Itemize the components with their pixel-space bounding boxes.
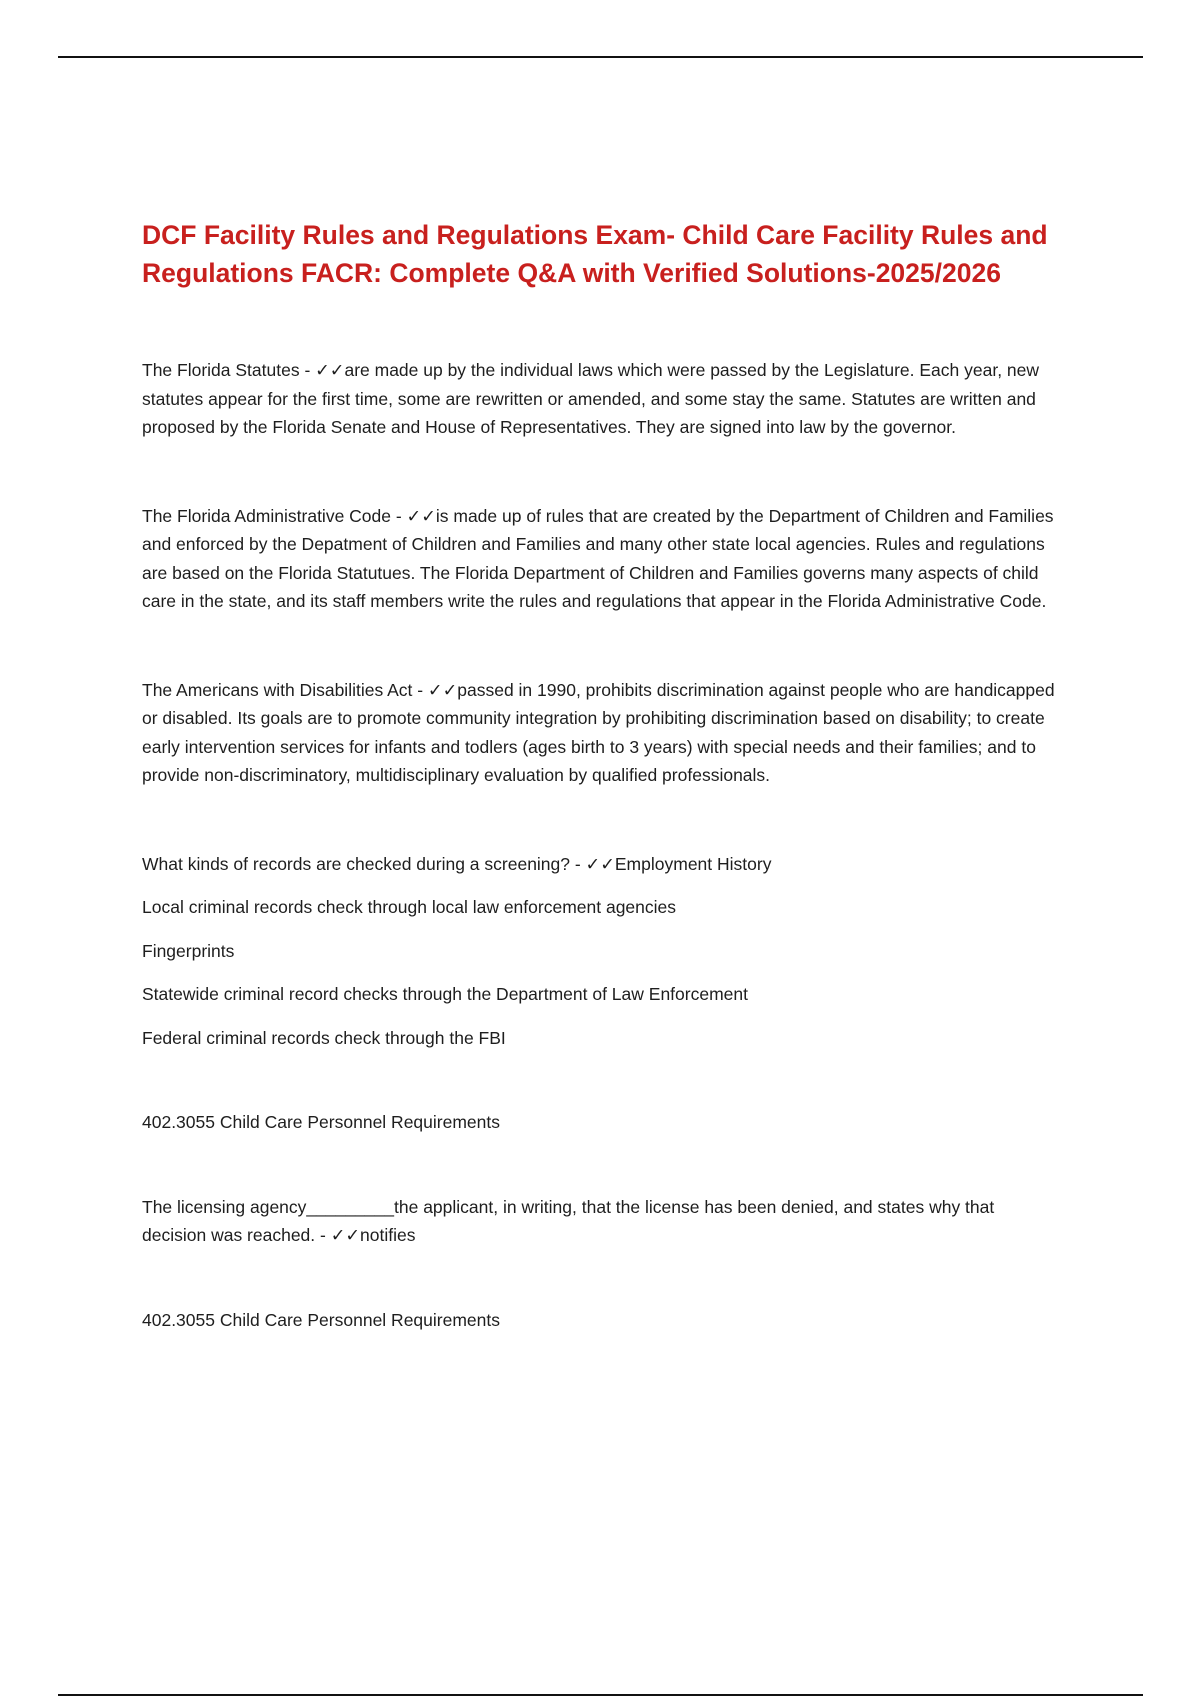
screening-item: Local criminal records check through local law enforcement agencies [142, 897, 677, 917]
document-body [142, 216, 1062, 1334]
bottom-rule [58, 1694, 1143, 1696]
reference-statute-1: 402.3055 Child Care Personnel Requirements [142, 1112, 500, 1132]
screening-item: Statewide criminal record checks through the Department of Law Enforcement [142, 984, 748, 1004]
top-rule [58, 56, 1143, 58]
licensing-question: The licensing agency_________the applicant, in writing, that the license has been denied, and states why that decision was reached. - ✓✓notifies [142, 1196, 995, 1245]
screening-item: Fingerprints [142, 940, 235, 961]
screening-question: What kinds of records are checked during a screening? - ✓✓Employment History [142, 853, 772, 874]
screening-item: Federal criminal records check through the FBI [142, 1027, 506, 1048]
entry-americans-with-disabilities-act: The Americans with Disabilities Act - ✓✓passed in 1990, prohibits discrimination against people who are handicapped or disabled. Its goals are to promote community integration by prohibiting discrimination based on disability; to create early intervention services for infants and todlers (ages birth to 3 years) with special needs and their families; and to provide non-discriminatory, multidisciplinary evaluation by qualified professionals. [142, 679, 1055, 785]
entry-florida-administrative-code: The Florida Administrative Code - ✓✓is made up of rules that are created by the Department of Children and Families and enforced by the Depatment of Children and Families and many other state local agencies. Rules and regulations are based on the Florida Statutues. The Florida Department of Children and Families governs many aspects of child care in the state, and its staff members write the rules and regulations that appear in the Florida Administrative Code. [142, 505, 1054, 611]
entry-florida-statutes: The Florida Statutes - ✓✓are made up by the individual laws which were passed by the Legislature. Each year, new statutes appear for the first time, some are rewritten or amended, and some stay the same. Statutes are written and proposed by the Florida Senate and House of Representatives. They are signed into law by the governor. [142, 360, 1040, 437]
reference-statute-2: 402.3055 Child Care Personnel Requirements [142, 1309, 500, 1330]
document-title: DCF Facility Rules and Regulations Exam- Child Care Facility Rules and Regulations FACR: Complete Q&A with Verified Solutions-2025/2026 [142, 220, 1048, 288]
